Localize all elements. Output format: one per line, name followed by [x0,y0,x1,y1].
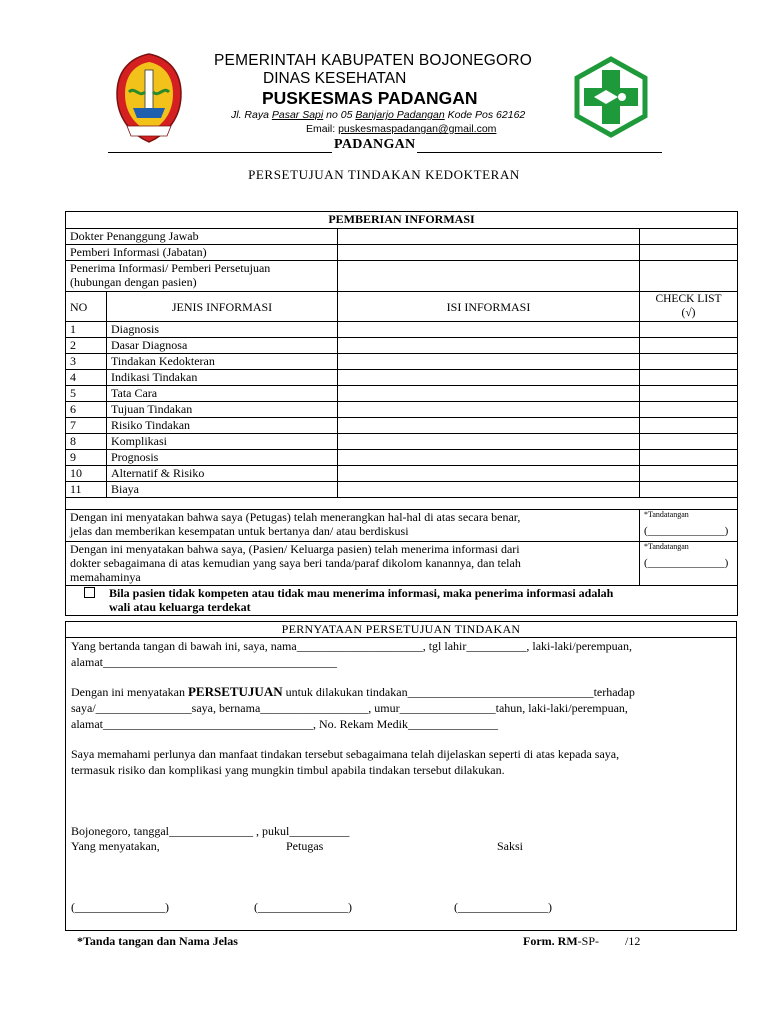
field-value-cell[interactable] [338,229,640,245]
info-row-check-cell[interactable] [640,482,738,498]
info-row-no: 4 [66,370,107,386]
info-row-no: 10 [66,466,107,482]
info-row-no: 2 [66,338,107,354]
info-row-content-cell[interactable] [338,354,640,370]
info-row-no: 5 [66,386,107,402]
info-row-content-cell[interactable] [338,482,640,498]
info-row-check-cell[interactable] [640,354,738,370]
consent-understanding-2: termasuk risiko dan komplikasi yang mungkin timbul apabila tindakan tersebut dilakukan. [71,763,505,777]
info-row [66,354,738,370]
puskesmas-logo [572,56,650,138]
info-row-content-cell[interactable] [338,418,640,434]
sig-label-witness: Saksi [497,839,524,853]
info-section-title: PEMBERIAN INFORMASI [66,212,738,229]
info-row [66,386,738,402]
info-row-type: Indikasi Tindakan [107,370,338,386]
info-row-type: Diagnosis [107,322,338,338]
info-row-check-cell[interactable] [640,418,738,434]
info-row-no: 8 [66,434,107,450]
info-row-no: 6 [66,402,107,418]
field-extra-cell [640,229,738,245]
clinic-address: Jl. Raya Pasar Sapi no 05 Banjarjo Padangan Kode Pos 62162 [231,109,526,121]
footer-note: *Tanda tangan dan Nama Jelas [77,934,238,948]
information-table [65,211,738,616]
info-row-check-cell[interactable] [640,338,738,354]
info-row-no: 11 [66,482,107,498]
info-row-type: Dasar Diagnosa [107,338,338,354]
col-header-type: JENIS INFORMASI [107,292,338,322]
incompetent-note: Bila pasien tidak kompeten atau tidak mau menerima informasi, maka penerima informasi adalah wali atau keluarga terdekat [66,586,738,616]
info-row-content-cell[interactable] [338,386,640,402]
info-row-type: Biaya [107,482,338,498]
sig-blank-officer[interactable]: (_______________) [254,900,352,914]
info-row-check-cell[interactable] [640,402,738,418]
consent-section [65,621,737,931]
info-row-content-cell[interactable] [338,338,640,354]
info-row-check-cell[interactable] [640,450,738,466]
regency-seal-logo [113,52,185,144]
consent-line-agreement[interactable]: Dengan ini menyatakan PERSETUJUAN untuk dilakukan tindakan_______________________________terhadap [71,684,635,699]
field-label: Penerima Informasi/ Pemberi Persetujuan (hubungan dengan pasien) [66,261,338,292]
info-row [66,418,738,434]
info-row-content-cell[interactable] [338,370,640,386]
info-row [66,482,738,498]
info-row [66,322,738,338]
info-row [66,434,738,450]
department-name: DINAS KESEHATAN [263,70,407,87]
info-row-check-cell[interactable] [640,386,738,402]
info-row [66,466,738,482]
col-header-check: CHECK LIST (√) [640,292,738,322]
info-row-no: 9 [66,450,107,466]
town-name: PADANGAN [334,137,416,152]
consent-line-record[interactable]: alamat___________________________________, No. Rekam Medik_______________ [71,717,498,731]
form-code: Form. RM-SP- /12 [523,934,641,948]
info-row-type: Tujuan Tindakan [107,402,338,418]
info-row-type: Tindakan Kedokteran [107,354,338,370]
incompetent-checkbox[interactable] [84,587,95,598]
sig-blank-witness[interactable]: (_______________) [454,900,552,914]
info-row-content-cell[interactable] [338,402,640,418]
sig-blank-declarer[interactable]: (_______________) [71,900,169,914]
sig-label-officer: Petugas [286,839,324,853]
info-row-type: Prognosis [107,450,338,466]
sig-label-declarer: Yang menyatakan, [71,839,160,853]
info-row-check-cell[interactable] [640,370,738,386]
info-row [66,338,738,354]
patient-signature-cell[interactable]: *Tandatangan (______________) [640,542,738,586]
place-date-line[interactable]: Bojonegoro, tanggal______________ , pukul__________ [71,824,350,838]
consent-line-patient[interactable]: saya/________________saya, bernama__________________, umur________________tahun, laki-laki/perempuan, [71,701,628,715]
info-row [66,370,738,386]
consent-line-identity[interactable]: Yang bertanda tangan di bawah ini, saya, nama_____________________, tgl lahir__________, laki-laki/perempuan, [71,639,632,653]
field-extra-cell [640,261,738,292]
col-header-no: NO [66,292,107,322]
field-label: Dokter Penanggung Jawab [66,229,338,245]
col-header-content: ISI INFORMASI [338,292,640,322]
field-value-cell[interactable] [338,261,640,292]
officer-signature-cell[interactable]: *Tandatangan (______________) [640,510,738,542]
document-title: PERSETUJUAN TINDAKAN KEDOKTERAN [248,167,520,182]
info-row-no: 1 [66,322,107,338]
info-row-content-cell[interactable] [338,322,640,338]
government-name: PEMERINTAH KABUPATEN BOJONEGORO [214,52,532,69]
officer-statement: Dengan ini menyatakan bahwa saya (Petugas) telah menerangkan hal-hal di atas secara benar, jelas dan memberikan kesempatan untuk bertanya dan/ atau berdiskusi [66,510,640,542]
info-row-content-cell[interactable] [338,450,640,466]
field-value-cell[interactable] [338,245,640,261]
consent-title: PERNYATAAN PERSETUJUAN TINDAKAN [66,622,736,638]
field-extra-cell [640,245,738,261]
spacer-row [66,498,738,510]
clinic-name: PUSKESMAS PADANGAN [262,88,478,108]
info-row [66,402,738,418]
info-row-type: Risiko Tindakan [107,418,338,434]
info-row [66,450,738,466]
info-row-content-cell[interactable] [338,466,640,482]
info-row-content-cell[interactable] [338,434,640,450]
info-row-check-cell[interactable] [640,466,738,482]
field-label: Pemberi Informasi (Jabatan) [66,245,338,261]
consent-line-address[interactable]: alamat_______________________________________ [71,655,337,669]
patient-statement: Dengan ini menyatakan bahwa saya, (Pasien/ Keluarga pasien) telah menerima informasi dari dokter sebagaimana di atas kemudian yang saya beri tanda/paraf dikolom kanannya, dan telah memahaminya [66,542,640,586]
info-row-type: Komplikasi [107,434,338,450]
info-row-no: 7 [66,418,107,434]
info-row-type: Tata Cara [107,386,338,402]
info-row-type: Alternatif & Risiko [107,466,338,482]
info-row-check-cell[interactable] [640,322,738,338]
info-row-check-cell[interactable] [640,434,738,450]
info-row-no: 3 [66,354,107,370]
clinic-email: Email: puskesmaspadangan@gmail.com [306,123,497,135]
consent-understanding-1: Saya memahami perlunya dan manfaat tindakan tersebut sebagaimana telah dijelaskan seperti di atas kepada saya, [71,747,620,761]
